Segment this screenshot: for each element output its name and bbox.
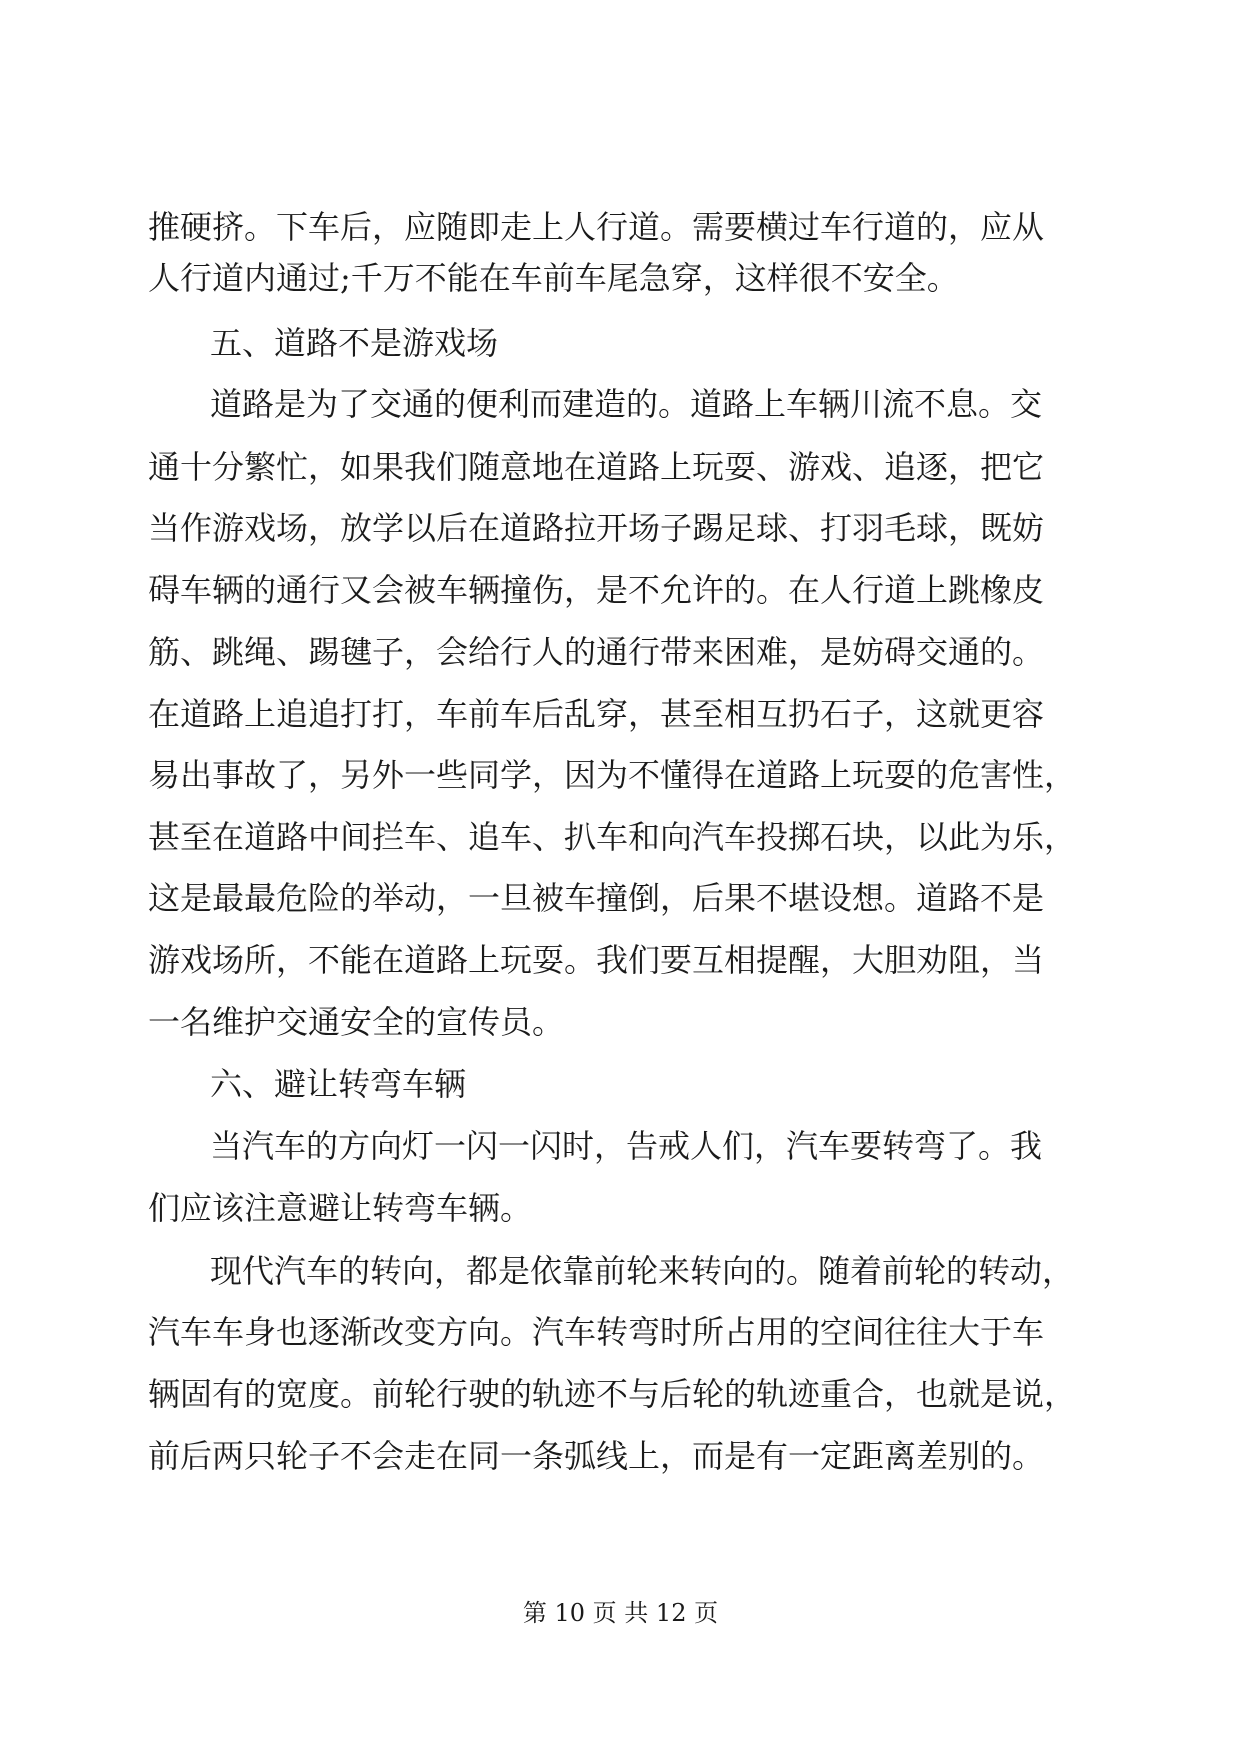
text-line: 现代汽车的转向，都是依靠前轮来转向的。随着前轮的转动， <box>210 1252 1075 1290</box>
text-line: 当汽车的方向灯一闪一闪时，告戒人们，汽车要转弯了。我 <box>210 1127 1043 1165</box>
text-line: 在道路上追追打打，车前车后乱穿，甚至相互扔石子，这就更容 <box>148 695 1045 733</box>
page-footer: 第 10 页 共 12 页 <box>522 1599 719 1627</box>
text-line: 游戏场所，不能在道路上玩耍。我们要互相提醒，大胆劝阻，当 <box>148 941 1045 979</box>
text-line: 道路是为了交通的便利而建造的。道路上车辆川流不息。交 <box>210 385 1043 423</box>
text-line: 五、道路不是游戏场 <box>210 324 499 362</box>
text-line: 辆固有的宽度。前轮行驶的轨迹不与后轮的轨迹重合，也就是说， <box>148 1375 1077 1413</box>
text-line: 筋、跳绳、踢毽子，会给行人的通行带来困难，是妨碍交通的。 <box>148 633 1045 671</box>
text-line: 当作游戏场，放学以后在道路拉开场子踢足球、打羽毛球，既妨 <box>148 509 1045 547</box>
text-line: 前后两只轮子不会走在同一条弧线上，而是有一定距离差别的。 <box>148 1437 1045 1475</box>
text-line: 甚至在道路中间拦车、追车、扒车和向汽车投掷石块，以此为乐， <box>148 818 1077 856</box>
text-line: 们应该注意避让转弯车辆。 <box>148 1189 533 1227</box>
text-line: 易出事故了，另外一些同学，因为不懂得在道路上玩耍的危害性， <box>148 756 1077 794</box>
text-line: 这是最最危险的举动，一旦被车撞倒，后果不堪设想。道路不是 <box>148 879 1045 917</box>
text-line: 人行道内通过;千万不能在车前车尾急穿，这样很不安全。 <box>148 259 959 297</box>
text-line: 碍车辆的通行又会被车辆撞伤，是不允许的。在人行道上跳橡皮 <box>148 571 1045 609</box>
text-line: 一名维护交通安全的宣传员。 <box>148 1003 565 1041</box>
text-line: 汽车车身也逐渐改变方向。汽车转弯时所占用的空间往往大于车 <box>148 1313 1045 1351</box>
text-line: 通十分繁忙，如果我们随意地在道路上玩耍、游戏、追逐，把它 <box>148 448 1045 486</box>
text-line: 推硬挤。下车后，应随即走上人行道。需要横过车行道的，应从 <box>148 208 1045 246</box>
text-line: 六、避让转弯车辆 <box>210 1065 467 1103</box>
